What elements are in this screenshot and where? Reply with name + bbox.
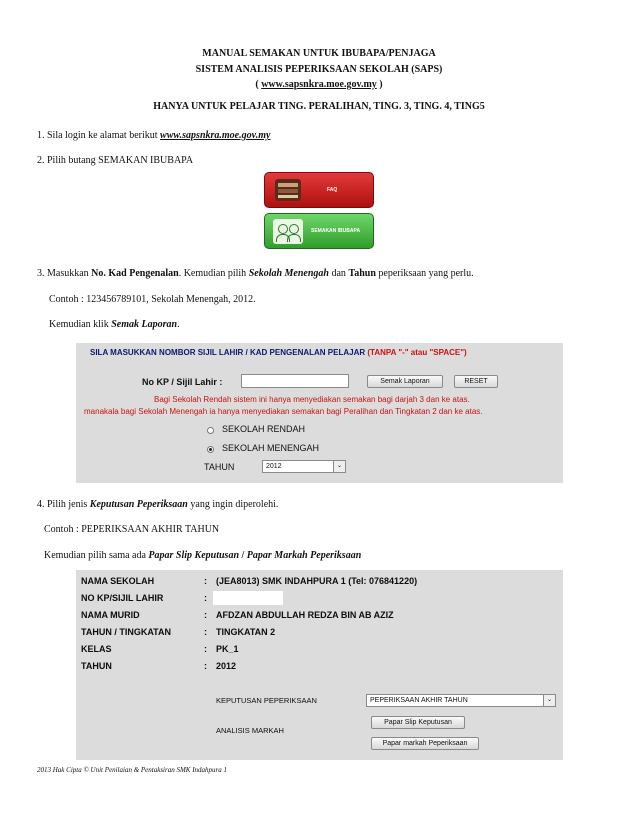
chevron-down-icon[interactable]: ⌄	[543, 695, 555, 706]
step-3-example: Contoh : 123456789101, Sekolah Menengah, 2012.	[49, 294, 256, 305]
step-2: 2. Pilih butang SEMAKAN IBUBAPA	[37, 155, 194, 166]
step-1	[37, 130, 270, 141]
info-value-no-kp-redacted	[213, 591, 283, 605]
step-4-text-2: yang ingin diperolehi.	[187, 499, 279, 510]
step-1-url-link[interactable]: www.sapsnkra.moe.gov.my	[160, 130, 271, 141]
info-label-nama-murid: NAMA MURID	[81, 610, 140, 620]
step-3-click-semak: Semak Laporan	[111, 319, 178, 330]
tahun-select-value: 2012	[266, 463, 282, 470]
paren-open: (	[255, 79, 262, 90]
keputusan-select-value: PEPERIKSAAN AKHIR TAHUN	[370, 697, 468, 704]
step-4-example: Contoh : PEPERIKSAAN AKHIR TAHUN	[44, 524, 220, 535]
papar-slip-button[interactable]: Papar Slip Keputusan	[371, 716, 465, 729]
footer-copyright: 2013 Hak Cipta © Unit Penilaian & Pentaksiran SMK Indahpura 1	[37, 766, 228, 774]
form-heading-main: SILA MASUKKAN NOMBOR SIJIL LAHIR / KAD PENGENALAN PELAJAR	[90, 348, 368, 357]
faq-button[interactable]	[264, 172, 374, 208]
info-colon: :	[204, 576, 207, 586]
step-3-tahun: Tahun	[348, 268, 376, 279]
step-3-text-2: . Kemudian pilih	[178, 268, 249, 279]
semakan-ibubapa-button[interactable]	[264, 213, 374, 249]
info-value-kelas: PK_1	[216, 644, 239, 654]
search-form-panel	[76, 343, 563, 483]
reset-button[interactable]: RESET	[454, 375, 498, 388]
step-4-slip: Papar Slip Keputusan	[148, 550, 240, 561]
note-sekolah-menengah: manakala bagi Sekolah Menengah ia hanya menyediakan semakan bagi Peralihan dan Tingkatan 2 dan ke atas.	[84, 407, 483, 416]
info-colon: :	[204, 610, 207, 620]
form-heading	[90, 348, 467, 357]
title-line-1: MANUAL SEMAKAN UNTUK IBUBAPA/PENJAGA	[202, 48, 436, 59]
info-colon: :	[204, 661, 207, 671]
step-4-keputusan: Keputusan Peperiksaan	[89, 499, 188, 510]
step-4	[37, 499, 278, 510]
step-4-text: 4. Pilih jenis	[37, 499, 90, 510]
step-3-click	[49, 319, 180, 330]
info-label-nama-sekolah: NAMA SEKOLAH	[81, 576, 155, 586]
note-sekolah-rendah: Bagi Sekolah Rendah sistem ini hanya menyediakan semakan bagi darjah 3 dan ke atas.	[154, 395, 470, 404]
info-value-tahun: 2012	[216, 661, 237, 671]
student-info-panel	[76, 570, 563, 760]
step-3	[37, 268, 474, 279]
info-label-tingkatan: TAHUN / TINGKATAN	[81, 627, 171, 637]
chevron-down-icon[interactable]: ⌄	[333, 461, 345, 472]
info-label-no-kp: NO KP/SIJIL LAHIR	[81, 593, 164, 603]
step-3-click-text: Kemudian klik	[49, 319, 112, 330]
id-label: No KP / Sijil Lahir :	[142, 377, 223, 387]
sekolah-rendah-label: SEKOLAH RENDAH	[222, 424, 306, 434]
info-value-tingkatan: TINGKATAN 2	[216, 627, 276, 637]
keputusan-label: KEPUTUSAN PEPERIKSAAN	[216, 696, 317, 705]
keputusan-select[interactable]	[366, 694, 556, 707]
paren-close: )	[376, 79, 383, 90]
step-1-text: 1. Sila login ke alamat berikut	[37, 130, 161, 141]
info-colon: :	[204, 644, 207, 654]
semakan-label: SEMAKAN IBUBAPA	[311, 228, 361, 234]
info-colon: :	[204, 593, 207, 603]
info-value-nama-sekolah: (JEA8013) SMK INDAHPURA 1 (Tel: 076841220)	[216, 576, 418, 586]
title-line-4: HANYA UNTUK PELAJAR TING. PERALIHAN, TING. 3, TING. 4, TING5	[153, 101, 485, 112]
sekolah-rendah-radio[interactable]	[207, 427, 214, 434]
step-3-text-3: dan	[328, 268, 349, 279]
analisis-label: ANALISIS MARKAH	[216, 726, 284, 735]
sekolah-menengah-radio[interactable]	[207, 446, 214, 453]
faq-label: FAQ	[327, 187, 338, 193]
title-line-3	[0, 79, 638, 90]
step-3-click-dot: .	[177, 319, 180, 330]
header-url-link[interactable]: www.sapsnkra.moe.gov.my	[261, 79, 377, 90]
parents-icon	[273, 219, 303, 244]
info-value-nama-murid: AFDZAN ABDULLAH REDZA BIN AB AZIZ	[216, 610, 394, 620]
step-4-slash: /	[239, 550, 247, 561]
info-label-tahun: TAHUN	[81, 661, 112, 671]
step-4-choose-text: Kemudian pilih sama ada	[44, 550, 149, 561]
tahun-label: TAHUN	[204, 462, 235, 472]
title-line-2: SISTEM ANALISIS PEPERIKSAAN SEKOLAH (SAPS)	[195, 64, 443, 75]
step-3-kad: No. Kad Pengenalan	[91, 268, 179, 279]
form-heading-note: (TANPA "-" atau "SPACE")	[367, 348, 467, 357]
info-label-kelas: KELAS	[81, 644, 112, 654]
id-number-input[interactable]	[241, 374, 349, 388]
step-3-text-4: peperiksaan yang perlu.	[375, 268, 474, 279]
sekolah-menengah-label: SEKOLAH MENENGAH	[222, 443, 320, 453]
papar-markah-button[interactable]: Papar markah Peperiksaan	[371, 737, 479, 750]
step-4-choose	[44, 550, 361, 561]
step-4-markah: Papar Markah Peperiksaan	[246, 550, 362, 561]
tahun-select[interactable]	[262, 460, 346, 473]
semak-laporan-button[interactable]: Semak Laporan	[367, 375, 443, 388]
step-3-text: 3. Masukkan	[37, 268, 92, 279]
step-3-sekolah: Sekolah Menengah	[248, 268, 329, 279]
books-icon	[275, 179, 301, 201]
info-colon: :	[204, 627, 207, 637]
